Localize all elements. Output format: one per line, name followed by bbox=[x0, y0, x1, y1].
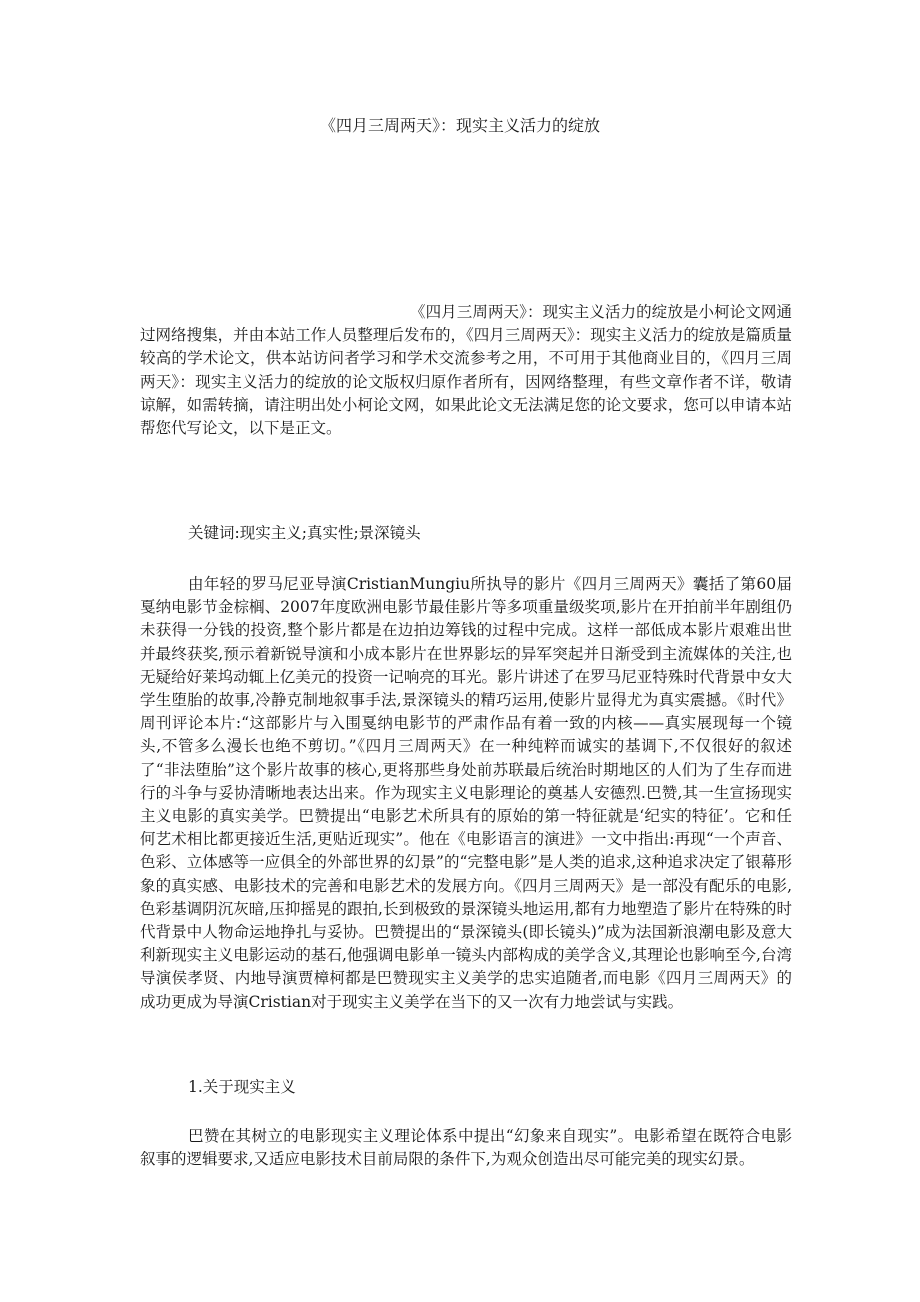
section-heading: 1.关于现实主义 bbox=[188, 1078, 296, 1096]
keywords-line: 关键词:现实主义;真实性;景深镜头 bbox=[188, 524, 421, 542]
body-paragraph: 由年轻的罗马尼亚导演CristianMungiu所执导的影片《四月三周两天》囊括了第60届戛纳电影节金棕榈、2007年度欧洲电影节最佳影片等多项重量级奖项,影片在开拍前半年剧组仍未获得一分钱的投资,整个影片都是在边拍边筹钱的过程中完成。这样一部低成本影片艰难出世并最终获奖,预示着新锐导演和小成本影片在世界影坛的异军突起并日渐受到主流媒体的关注,也无疑给好莱坞动辄上亿美元的投资一记响亮的耳光。影片讲述了在罗马尼亚特殊时代背景中女大学生堕胎的故事,冷静克制地叙事手法,景深镜头的精巧运用,使影片显得尤为真实震撼。《时代》周刊评论本片:“这部影片与入围戛纳电影节的严肃作品有着一致的内核——真实展现每一个镜头,不管多么漫长也绝不剪切。”《四月三周两天》在一种纯粹而诚实的基调下,不仅很好的叙述了“非法堕胎”这个影片故事的核心,更将那些身处前苏联最后统治时期地区的人们为了生存而进行的斗争与妥协清晰地表达出来。作为现实主义电影理论的奠基人安德烈.巴赞,其一生宣扬现实主义电影的真实美学。巴赞提出“电影艺术所具有的原始的第一特征就是‘纪实的特征’。它和任何艺术相比都更接近生活,更贴近现实”。他在《电影语言的演进》一文中指出:再现“一个声音、色彩、立体感等一应俱全的外部世界的幻景”的“完整电影”是人类的追求,这种追求决定了银幕形象的真实感、电影技术的完善和电影艺术的发展方向。《四月三周两天》是一部没有配乐的电影,色彩基调阴沉灰暗,压抑摇晃的跟拍,长到极致的景深镜头地运用,都有力地塑造了影片在特殊的时代背景中人物命运地挣扎与妥协。巴赞提出的“景深镜头(即长镜头)”成为法国新浪潮电影及意大利新现实主义电影运动的基石,他强调电影单一镜头内部构成的美学含义,其理论也影响至今,台湾导演侯孝贤、内地导演贾樟柯都是巴赞现实主义美学的忠实追随者,而电影《四月三周两天》的成功更成为导演Cristian对于现实主义美学在当下的又一次有力地尝试与实践。 bbox=[140, 575, 792, 1011]
body-paragraph: 巴赞在其树立的电影现实主义理论体系中提出“幻象来自现实”。电影希望在既符合电影叙事的逻辑要求,又适应电影技术目前局限的条件下,为观众创造出尽可能完美的现实幻景。 bbox=[140, 1127, 792, 1169]
intro-paragraph: 《四月三周两天》：现实主义活力的绽放是小柯论文网通过网络搜集，并由本站工作人员整理后发布的，《四月三周两天》：现实主义活力的绽放是篇质量较高的学术论文，供本站访问者学习和学术交流参考之用，不可用于其他商业目的，《四月三周两天》：现实主义活力的绽放的论文版权归原作者所有，因网络整理，有些文章作者不详，敬请谅解，如需转摘，请注明出处小柯论文网，如果此论文无法满足您的论文要求，您可以申请本站帮您代写论文，以下是正文。 bbox=[140, 303, 792, 438]
document-title: 《四月三周两天》：现实主义活力的绽放 bbox=[319, 116, 600, 135]
